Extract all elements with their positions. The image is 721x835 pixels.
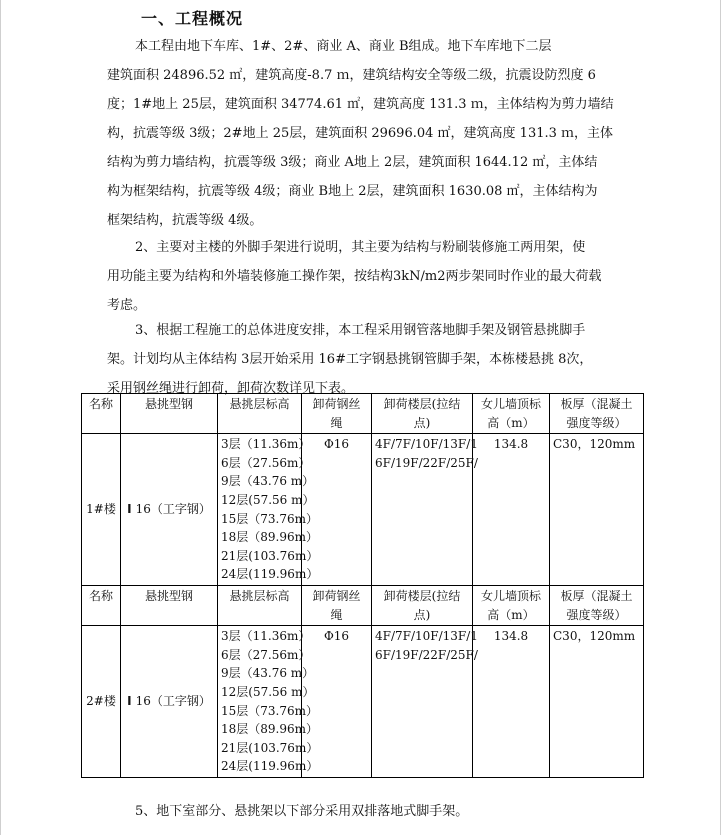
- scaffold-description-paragraph: [107, 233, 641, 320]
- project-overview-paragraph: [107, 32, 641, 235]
- header-height: 女儿墙顶标 高（m）: [473, 585, 550, 625]
- header-type: 悬挑型钢: [121, 394, 218, 434]
- text-line: 3、根据工程施工的总体进度安排，本工程采用钢管落地脚手架及钢管悬挑脚手: [135, 323, 586, 338]
- header-name: 名称: [82, 585, 121, 625]
- header-rope: 卸荷钢丝 绳: [302, 394, 372, 434]
- steel-type: I 16（工字钢）: [121, 626, 218, 778]
- header-slab: 板厚（混凝土 强度等级）: [550, 585, 644, 625]
- text-line: 框架结构，抗震等级 4级。: [107, 213, 263, 228]
- header-floor: 卸荷楼层(拉结 点): [372, 585, 473, 625]
- text-line: 考虑。: [107, 298, 147, 313]
- schedule-paragraph: [107, 316, 641, 403]
- text-line: 用功能主要为结构和外墙装修施工操作架，按结构3kN/m2两步架同时作业的最大荷载: [107, 269, 602, 284]
- text-line: 建筑面积 24896.52 ㎡，建筑高度-8.7 ｍ，建筑结构安全等级二级，抗震设防烈度 6: [107, 68, 596, 83]
- unload-floors: 4F/7F/10F/13F/1 6F/19F/22F/25F/: [372, 626, 473, 778]
- header-height: 女儿墙顶标 高（m）: [473, 394, 550, 434]
- header-level: 悬挑层标高: [218, 394, 302, 434]
- building-name: 2#楼: [82, 626, 121, 778]
- header-floor: 卸荷楼层(拉结 点): [372, 394, 473, 434]
- section-heading: 一、工程概况: [141, 9, 244, 28]
- table-row: [82, 626, 644, 778]
- level-list: 3层（11.36m） 6层（27.56m） 9层（43.76 m） 12层(57.56 m） 15层（73.76m） 18层（89.96m） 21层(103.76m） 24层(119.96m）: [218, 626, 302, 778]
- i-beam-icon: I: [127, 694, 132, 709]
- header-type: 悬挑型钢: [121, 585, 218, 625]
- slab-thickness: C30，120mm: [550, 626, 644, 778]
- rope-spec: Φ16: [302, 626, 372, 778]
- table-row: [82, 434, 644, 586]
- text-line: 2、主要对主楼的外脚手架进行说明，其主要为结构与粉刷装修施工两用架，使: [135, 240, 586, 255]
- text-line: 构，抗震等级 3级；2#地上 25层，建筑面积 29696.04 ㎡，建筑高度 131.3 ｍ，主体: [107, 126, 614, 141]
- text-line: 度；1#地上 25层，建筑面积 34774.61 ㎡，建筑高度 131.3 ｍ，主体结构为剪力墙结: [107, 97, 614, 112]
- level-list: 3层（11.36m） 6层（27.56m） 9层（43.76 m） 12层(57.56 m） 15层（73.76m） 18层（89.96m） 21层(103.76m） 24层(119.96m）: [218, 434, 302, 586]
- text-line: 本工程由地下车库、1#、2#、商业 A、商业 B组成。地下车库地下二层: [135, 39, 552, 54]
- table-header-row: [82, 394, 644, 434]
- table-header-row: [82, 585, 644, 625]
- cantilever-scaffold-table: [81, 393, 644, 778]
- slab-thickness: C30，120mm: [550, 434, 644, 586]
- parapet-height: 134.8: [473, 626, 550, 778]
- basement-scaffold-paragraph: 5、地下室部分、悬挑架以下部分采用双排落地式脚手架。: [135, 804, 469, 819]
- header-name: 名称: [82, 394, 121, 434]
- text-line: 架。计划均从主体结构 3层开始采用 16#工字钢悬挑钢管脚手架，本栋楼悬挑 8次，: [107, 352, 593, 367]
- building-name: 1#楼: [82, 434, 121, 586]
- i-beam-icon: I: [127, 502, 132, 517]
- header-rope: 卸荷钢丝 绳: [302, 585, 372, 625]
- rope-spec: Φ16: [302, 434, 372, 586]
- steel-type: I 16（工字钢）: [121, 434, 218, 586]
- parapet-height: 134.8: [473, 434, 550, 586]
- text-line: 结构为剪力墙结构，抗震等级 3级；商业 A地上 2层，建筑面积 1644.12 ㎡，主体结: [107, 155, 598, 170]
- header-slab: 板厚（混凝土 强度等级）: [550, 394, 644, 434]
- header-level: 悬挑层标高: [218, 585, 302, 625]
- text-line: 采用钢丝绳进行卸荷，卸荷次数详见下表。: [107, 381, 355, 396]
- unload-floors: 4F/7F/10F/13F/1 6F/19F/22F/25F/: [372, 434, 473, 586]
- text-line: 构为框架结构，抗震等级 4级；商业 B地上 2层，建筑面积 1630.08 ㎡，主体结构为: [107, 184, 598, 199]
